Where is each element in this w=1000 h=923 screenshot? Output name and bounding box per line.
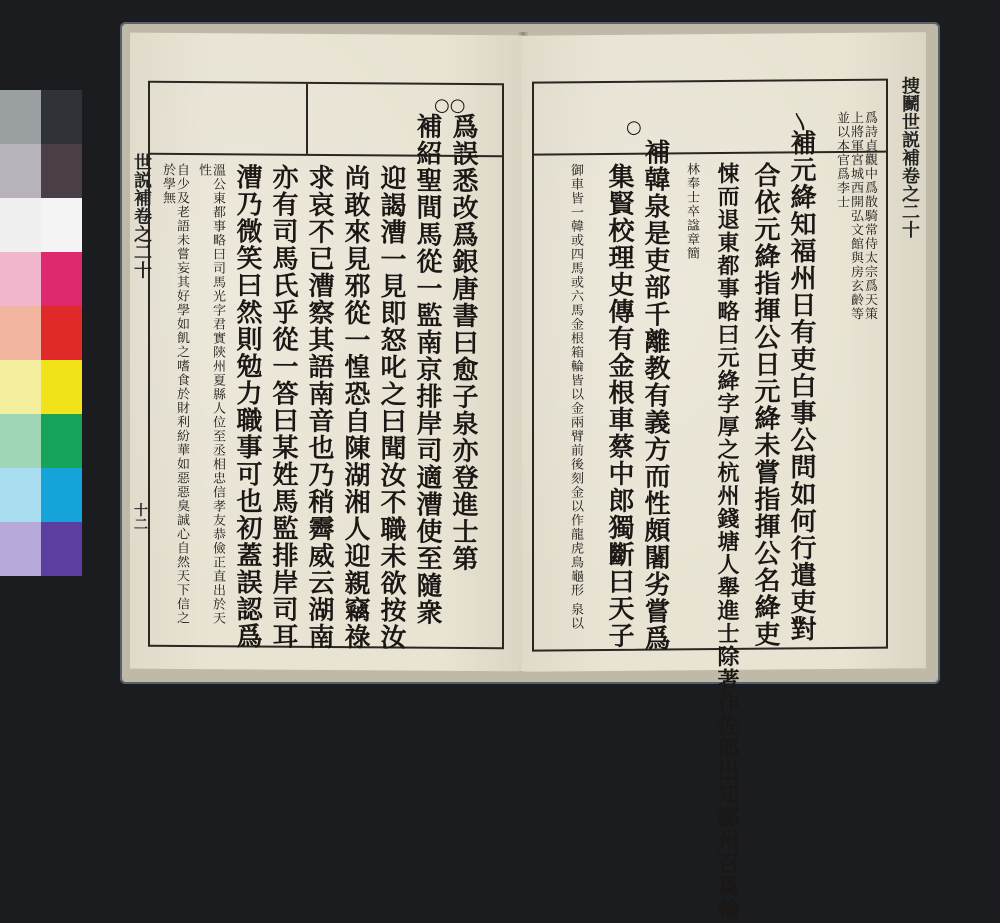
left-page-frame <box>148 81 504 649</box>
left-col-6-text: 亦有司馬氏乎從一答曰某姓馬監排岸司耳 <box>268 163 298 650</box>
left-col-8-text: 溫公東都事略曰司馬光字君實陝州夏縣人位至丞相忠信孝友恭儉正直出於天性 <box>196 163 225 626</box>
right-col-4 <box>716 162 738 921</box>
left-col-5-text: 求哀不已漕察其語南音也乃稍霽威云湖南 <box>304 163 334 651</box>
right-col-5-text: 林奉士卒諡章簡 <box>684 162 699 261</box>
right-col-4-text: 悚而退東都事略曰元絳字厚之杭州錢塘人舉進士除著作佐郎出知鄞州召爲翰 <box>714 161 740 922</box>
left-page <box>130 33 522 672</box>
right-col-6-text: 補韓泉是吏部千離教有義方而性頗闍劣嘗爲 <box>640 138 670 652</box>
left-col-3-text: 迎謁漕一見即怒叱之曰聞汝不職未欲按汝 <box>376 164 406 651</box>
right-col-5 <box>684 162 698 282</box>
left-col-4 <box>342 164 368 650</box>
calibration-swatch <box>0 468 41 522</box>
right-col-2 <box>788 129 814 642</box>
calibration-swatch <box>41 522 82 576</box>
right-col-7-text: 集賢校理史傳有金根車蔡中郎獨斷曰天子 <box>604 162 634 650</box>
open-book <box>120 22 940 922</box>
calibration-swatch <box>41 306 82 360</box>
left-col-7-text: 漕乃微笑曰然則勉力職事可也初蓋誤認爲 <box>232 163 262 650</box>
calibration-swatch <box>41 198 82 252</box>
calibration-swatch <box>0 306 41 360</box>
calibration-swatch <box>0 522 41 576</box>
color-calibration-strip <box>0 90 82 578</box>
calibration-swatch <box>0 90 41 144</box>
right-page-frame <box>532 79 888 922</box>
double-circle-mark: ○○ <box>434 94 466 116</box>
right-col-8-text: 御車皆一韓或四馬或六馬金根箱輪皆以金兩臂前後刻金以作龍虎鳥龜形 泉以 <box>568 163 583 631</box>
right-col-8 <box>568 163 582 633</box>
calibration-swatch <box>41 414 82 468</box>
left-col-3 <box>378 164 404 650</box>
right-col-3-text: 合依元絳指揮公日元絳未嘗指揮公名絳吏 <box>750 161 780 648</box>
right-col-6 <box>642 138 668 651</box>
left-col-1 <box>450 113 476 572</box>
left-col-5 <box>306 164 332 650</box>
left-col-4-text: 尚敢來見邪從一惶恐自陳湖湘人迎親竊祿 <box>340 164 370 651</box>
right-col-2-text: 補元絳知福州日有吏白事公問如何行遣吏對 <box>786 129 816 643</box>
right-page <box>522 32 926 922</box>
left-col-9 <box>160 163 188 633</box>
right-col-1 <box>834 111 876 331</box>
left-col-6 <box>270 164 296 650</box>
corner-mark: 〵 <box>792 113 810 135</box>
left-margin-title: 世説補卷之二十 <box>131 152 152 279</box>
right-col-7 <box>606 163 632 649</box>
calibration-swatch <box>0 198 41 252</box>
left-col-7 <box>234 163 260 649</box>
right-margin-title: 捜鬭世説補卷之二十 <box>899 76 920 239</box>
left-col-2 <box>414 113 440 626</box>
calibration-swatch <box>0 252 41 306</box>
page-number: 十二 <box>132 502 148 531</box>
left-col-9-text: 自少及老語未嘗妄其好學如飢之嗜食於財利紛華如惡惡臭誠心自然天下信之於學無 <box>160 162 189 626</box>
calibration-swatch <box>41 468 82 522</box>
right-col-3 <box>752 162 778 648</box>
calibration-swatch <box>41 144 82 198</box>
calibration-swatch <box>41 90 82 144</box>
calibration-swatch <box>41 360 82 414</box>
calibration-swatch <box>0 414 41 468</box>
left-col-1-text: 爲誤悉改爲銀唐書曰愈子泉亦登進士第 <box>448 112 478 573</box>
calibration-swatch <box>41 252 82 306</box>
right-col-1-text: 爲詩貞觀中爲散騎常侍太宗爲天策上將軍宮城西開弘文館與房玄齡等並以本官爲李士 <box>834 110 877 321</box>
calibration-swatch <box>0 144 41 198</box>
left-col-8 <box>196 163 224 633</box>
calibration-swatch <box>0 360 41 414</box>
left-col-2-text: 補紹聖間馬從一監南京排岸司適漕使至隨衆 <box>412 112 442 626</box>
circle-mark: ○ <box>626 116 642 138</box>
